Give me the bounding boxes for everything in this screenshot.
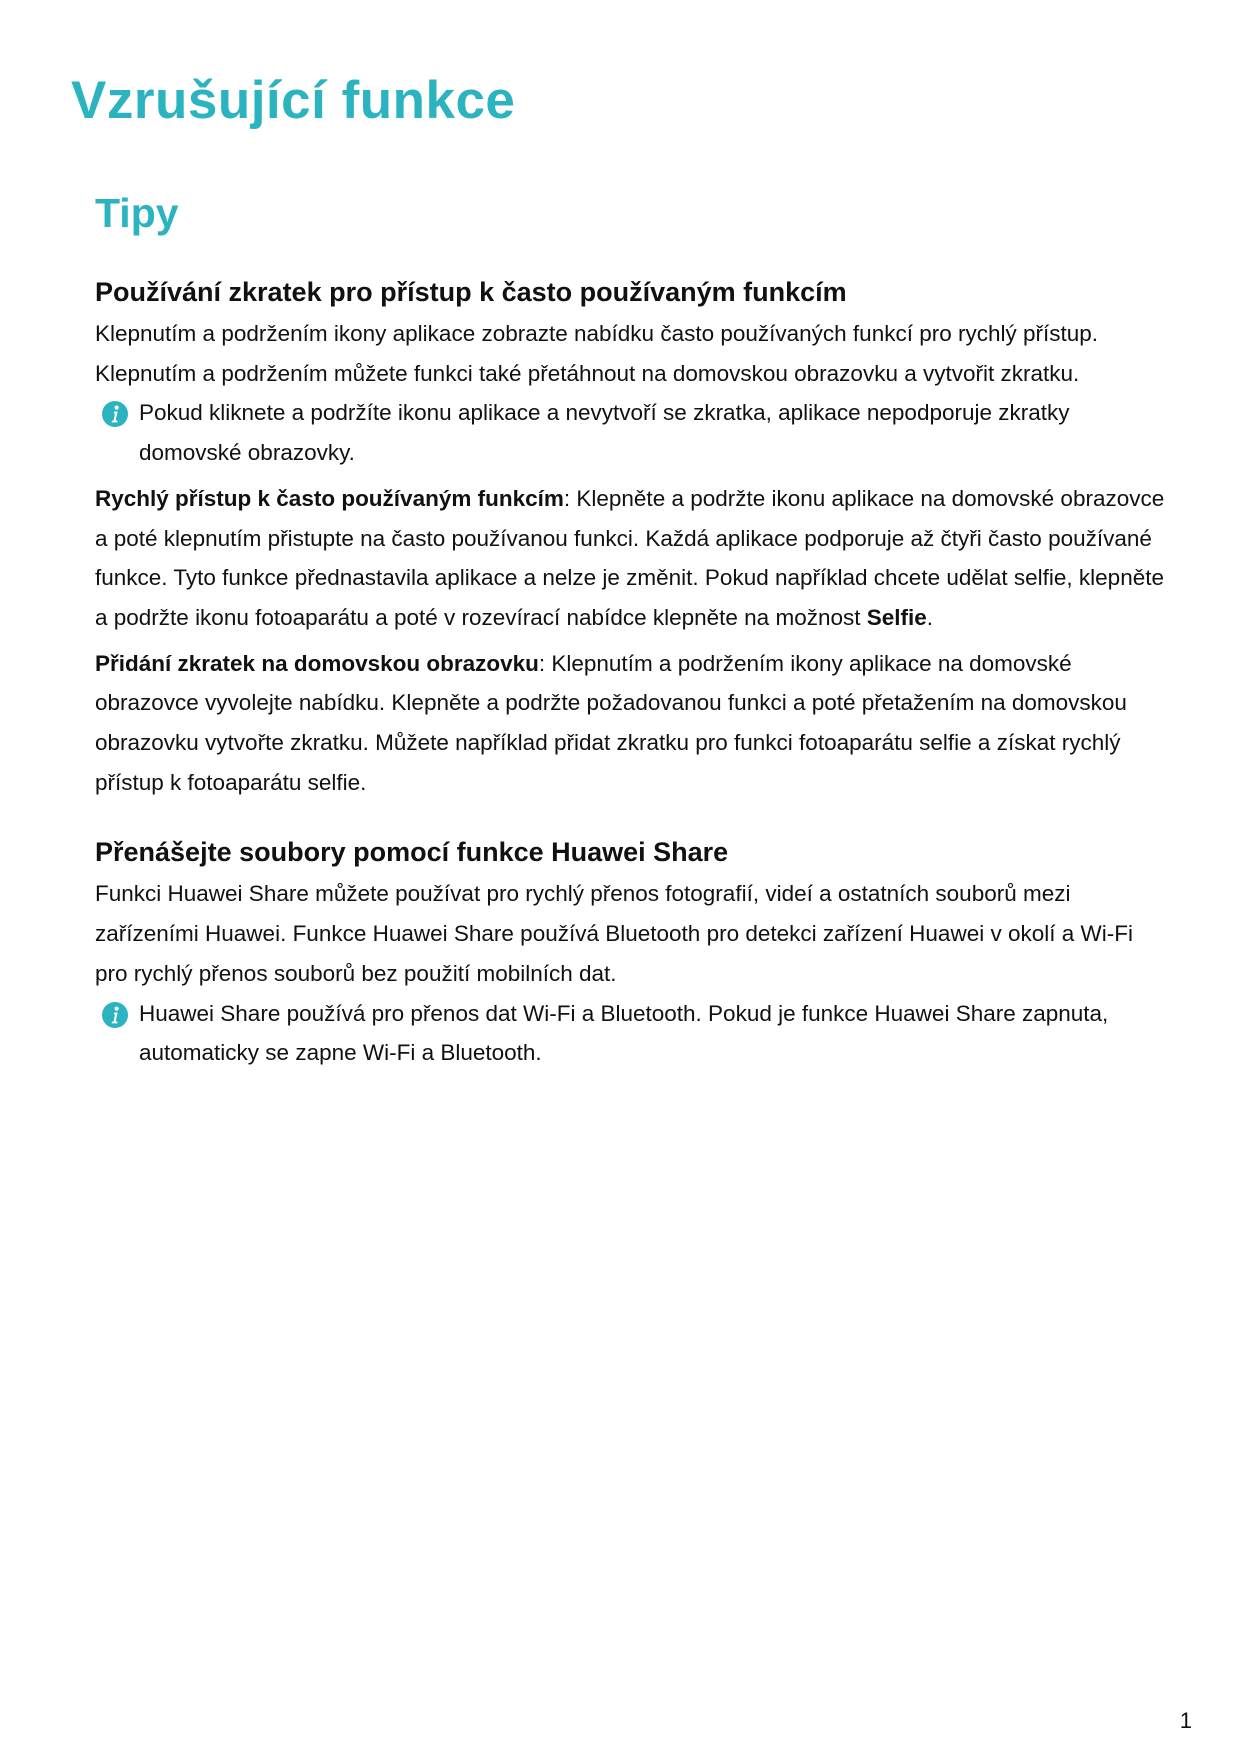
shortcuts-intro: Klepnutím a podržením ikony aplikace zobrazte nabídku často používaných funkcí pro rychlý přístup. Klepnutím a podržením můžete funkci také přetáhnout na domovskou obrazovku a vytvořit zkratku. <box>95 321 1099 386</box>
page-number: 1 <box>1179 1708 1192 1733</box>
huawei-share-heading: Přenášejte soubory pomocí funkce Huawei Share <box>95 837 729 868</box>
add-shortcut-term: Přidání zkratek na domovskou obrazovku <box>95 650 539 676</box>
info-icon <box>101 1001 129 1029</box>
chapter-title: Vzrušující funkce <box>71 71 516 130</box>
huawei-share-note <box>95 994 1165 1073</box>
quick-access-term: Rychlý přístup k často používaným funkcím <box>95 485 564 511</box>
huawei-share-note-text: Huawei Share používá pro přenos dat Wi-Fi a Bluetooth. Pokud je funkce Huawei Share zapnuta, automaticky se zapne Wi-Fi a Bluetooth. <box>139 1000 1109 1066</box>
quick-access-paragraph <box>95 479 1165 638</box>
shortcuts-note <box>95 393 1165 472</box>
quick-access-option: Selfie <box>866 604 927 630</box>
quick-access-text: : Klepněte a podržte ikonu aplikace na domovské obrazovce a poté klepnutím přistupte na často používanou funkci. Každá aplikace podporuje až čtyři často používané funkce. Tyto funkce přednastavila aplikace a nelze je změnit. Pokud například chcete udělat selfie, klepněte a podržte ikonu fotoaparátu a poté v rozevírací nabídce klepněte na možnost <box>95 485 1165 630</box>
add-shortcut-paragraph <box>95 644 1165 803</box>
info-icon <box>101 400 129 428</box>
page-content <box>95 272 1165 1079</box>
section-title: Tipy <box>95 190 179 236</box>
shortcuts-note-text: Pokud kliknete a podržíte ikonu aplikace a nevytvoří se zkratka, aplikace nepodporuje zkratky domovské obrazovky. <box>139 400 1070 466</box>
huawei-share-intro: Funkci Huawei Share můžete používat pro rychlý přenos fotografií, videí a ostatních souborů mezi zařízeními Huawei. Funkce Huawei Share používá Bluetooth pro detekci zařízení Huawei v okolí a Wi-Fi pro rychlý přenos souborů bez použití mobilních dat. <box>95 881 1133 986</box>
quick-access-end: . <box>926 604 934 630</box>
add-shortcut-text: : Klepnutím a podržením ikony aplikace na domovské obrazovce vyvolejte nabídku. Klepněte a podržte požadovanou funkci a poté přetažením na domovskou obrazovku vytvořte zkratku. Můžete například přidat zkratku pro funkci fotoaparátu selfie a získat rychlý přístup k fotoaparátu selfie. <box>95 650 1127 795</box>
shortcuts-heading: Používání zkratek pro přístup k často používaným funkcím <box>95 277 847 307</box>
